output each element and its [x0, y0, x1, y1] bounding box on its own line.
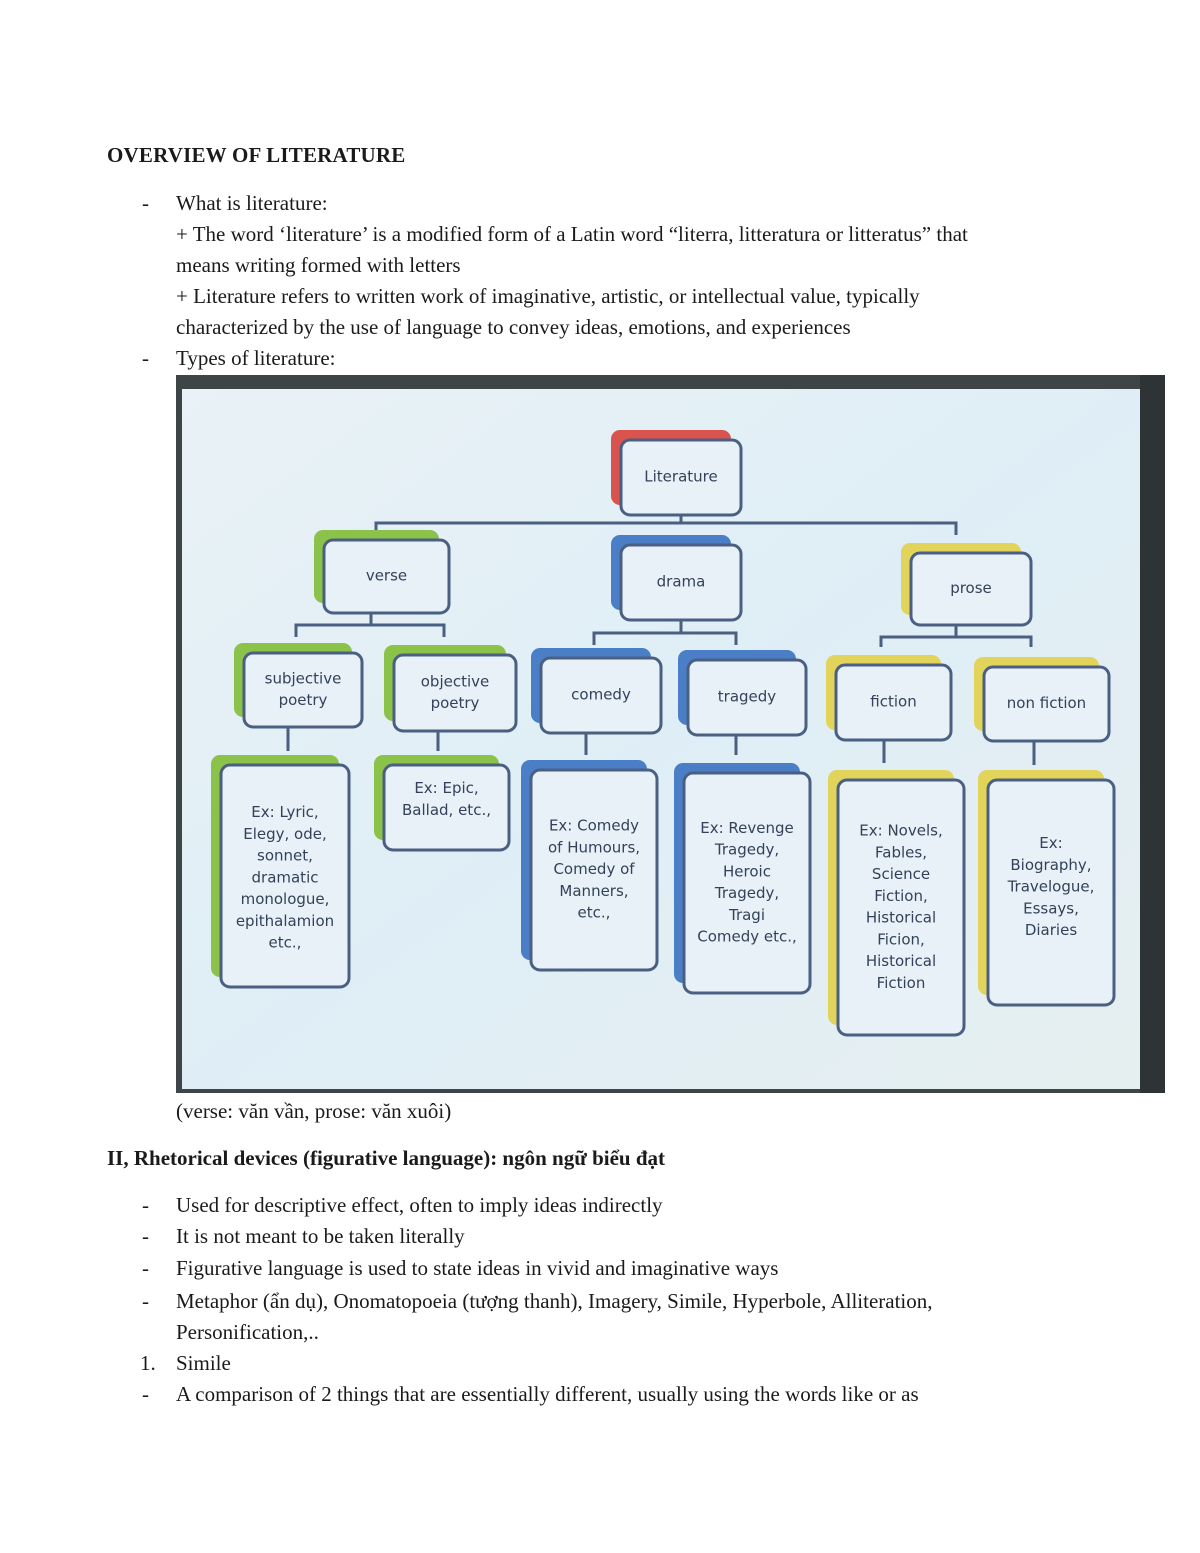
box-ex-comedy-text: of Humours, — [547, 838, 641, 857]
box-ex-fiction-text: Fables, — [875, 843, 927, 862]
box-ex-fiction-text: Historical — [865, 908, 937, 927]
list-item: Metaphor (ẩn dụ), Onomatopoeia (tượng thanh), Imagery, Simile, Hyperbole, Alliteration, — [176, 1289, 933, 1313]
box-ex-objective — [374, 755, 509, 850]
box-ex-objective-text: Ex: Epic, — [414, 779, 479, 797]
box-subjective-frame — [244, 653, 362, 727]
box-ex-tragedy-text: Comedy etc., — [697, 927, 797, 946]
box-ex-nonfiction-text: Travelogue, — [1007, 877, 1095, 896]
box-ex-fiction-frame — [838, 780, 964, 1035]
box-ex-fiction-text: Science — [871, 865, 931, 883]
box-ex-nonfiction — [978, 770, 1114, 1005]
box-objective-text: poetry — [430, 694, 480, 712]
box-literature-text: Literature — [644, 467, 718, 486]
box-ex-objective-text: Ballad, etc., — [402, 800, 491, 819]
box-ex-tragedy-text: Heroic — [723, 862, 771, 881]
list-item: It is not meant to be taken literally — [176, 1224, 465, 1248]
box-ex-subjective-text: etc., — [268, 933, 302, 952]
box-ex-fiction-text: Ficion, — [877, 930, 925, 949]
list-item: A comparison of 2 things that are essentially different, usually using the words like or as — [176, 1382, 919, 1406]
box-ex-comedy-text: Comedy of — [553, 860, 635, 879]
box-ex-tragedy-frame — [684, 773, 810, 993]
box-ex-comedy — [521, 760, 657, 970]
box-ex-comedy-text: Manners, — [559, 881, 629, 900]
box-ex-fiction-text: Fiction — [876, 973, 926, 992]
box-ex-fiction-text: Ex: Novels, — [859, 821, 943, 840]
box-comedy-text: comedy — [571, 685, 631, 704]
box-ex-tragedy-text: Ex: Revenge — [700, 818, 794, 837]
box-ex-fiction-text: Historical — [865, 952, 937, 970]
box-drama — [611, 535, 741, 620]
box-ex-subjective-text: Ex: Lyric, — [251, 803, 319, 821]
box-nonfiction — [974, 657, 1109, 741]
box-verse-text: verse — [365, 566, 408, 585]
box-prose-text: prose — [950, 579, 992, 598]
box-ex-subjective-text: epithalamion — [235, 911, 335, 930]
box-ex-fiction-text: Fiction, — [874, 886, 928, 905]
section-heading-rhetorical-devices: II, Rhetorical devices (figurative language): ngôn ngữ biểu đạt — [107, 1146, 666, 1170]
box-ex-fiction — [828, 770, 964, 1035]
bullet-marker: - — [142, 191, 149, 215]
box-ex-nonfiction-text: Ex: — [1039, 834, 1063, 852]
list-item-continuation: Personification,.. — [176, 1320, 319, 1344]
box-verse — [314, 530, 449, 613]
bullet-what-is-literature: What is literature: — [176, 191, 328, 215]
diagram-caption: (verse: văn vần, prose: văn xuôi) — [176, 1099, 452, 1123]
box-literature — [611, 430, 741, 515]
box-ex-tragedy-text: Tragedy, — [714, 840, 780, 859]
box-comedy — [531, 648, 661, 733]
bullet-types-of-literature: Types of literature: — [176, 346, 336, 370]
box-subjective-text: poetry — [278, 691, 328, 709]
box-subjective — [234, 643, 362, 727]
box-ex-nonfiction-text: Biography, — [1010, 855, 1092, 874]
box-tragedy — [678, 650, 806, 735]
literature-diagram-photo — [176, 375, 1165, 1093]
box-ex-comedy-text: etc., — [577, 903, 611, 922]
list-item-simile: Simile — [176, 1351, 231, 1375]
box-fiction — [826, 655, 951, 740]
box-tragedy-text: tragedy — [717, 687, 777, 706]
definition-line-4: characterized by the use of language to convey ideas, emotions, and experiences — [176, 315, 851, 339]
list-item: Used for descriptive effect, often to imply ideas indirectly — [176, 1193, 663, 1217]
bullet-marker: - — [142, 1193, 149, 1217]
box-ex-nonfiction-text: Essays, — [1023, 899, 1079, 918]
list-item: Figurative language is used to state ideas in vivid and imaginative ways — [176, 1256, 779, 1280]
box-drama-text: drama — [656, 572, 706, 591]
box-ex-subjective — [211, 755, 349, 987]
box-ex-subjective-text: Elegy, ode, — [243, 824, 327, 843]
box-objective-text: objective — [420, 672, 490, 691]
box-objective — [384, 645, 516, 731]
box-ex-subjective-text: sonnet, — [257, 846, 313, 865]
box-ex-tragedy — [674, 763, 810, 993]
definition-line-1: + The word ‘literature’ is a modified form of a Latin word “literra, litteratura or litteratus” that — [176, 222, 968, 246]
bullet-marker: - — [142, 1256, 149, 1280]
definition-line-3: + Literature refers to written work of imaginative, artistic, or intellectual value, typically — [176, 284, 920, 308]
box-ex-tragedy-text: Tragedy, — [714, 884, 780, 902]
box-objective-frame — [394, 655, 516, 731]
box-ex-subjective-text: dramatic — [251, 868, 319, 887]
box-ex-nonfiction-text: Diaries — [1024, 921, 1078, 939]
bullet-marker: - — [142, 1382, 149, 1406]
box-fiction-text: fiction — [870, 692, 917, 711]
bullet-marker: - — [142, 1224, 149, 1248]
box-subjective-text: subjective — [264, 669, 342, 688]
box-nonfiction-text: non fiction — [1006, 694, 1087, 713]
box-ex-subjective-text: monologue, — [240, 890, 330, 908]
box-prose — [901, 543, 1031, 625]
box-ex-comedy-text: Ex: Comedy — [548, 816, 640, 835]
bullet-marker: - — [142, 1289, 149, 1313]
box-ex-tragedy-text: Tragi — [728, 905, 766, 924]
definition-line-2: means writing formed with letters — [176, 253, 461, 277]
page-title: OVERVIEW OF LITERATURE — [107, 143, 406, 167]
bullet-marker: - — [142, 346, 149, 370]
number-marker: 1. — [140, 1351, 156, 1375]
